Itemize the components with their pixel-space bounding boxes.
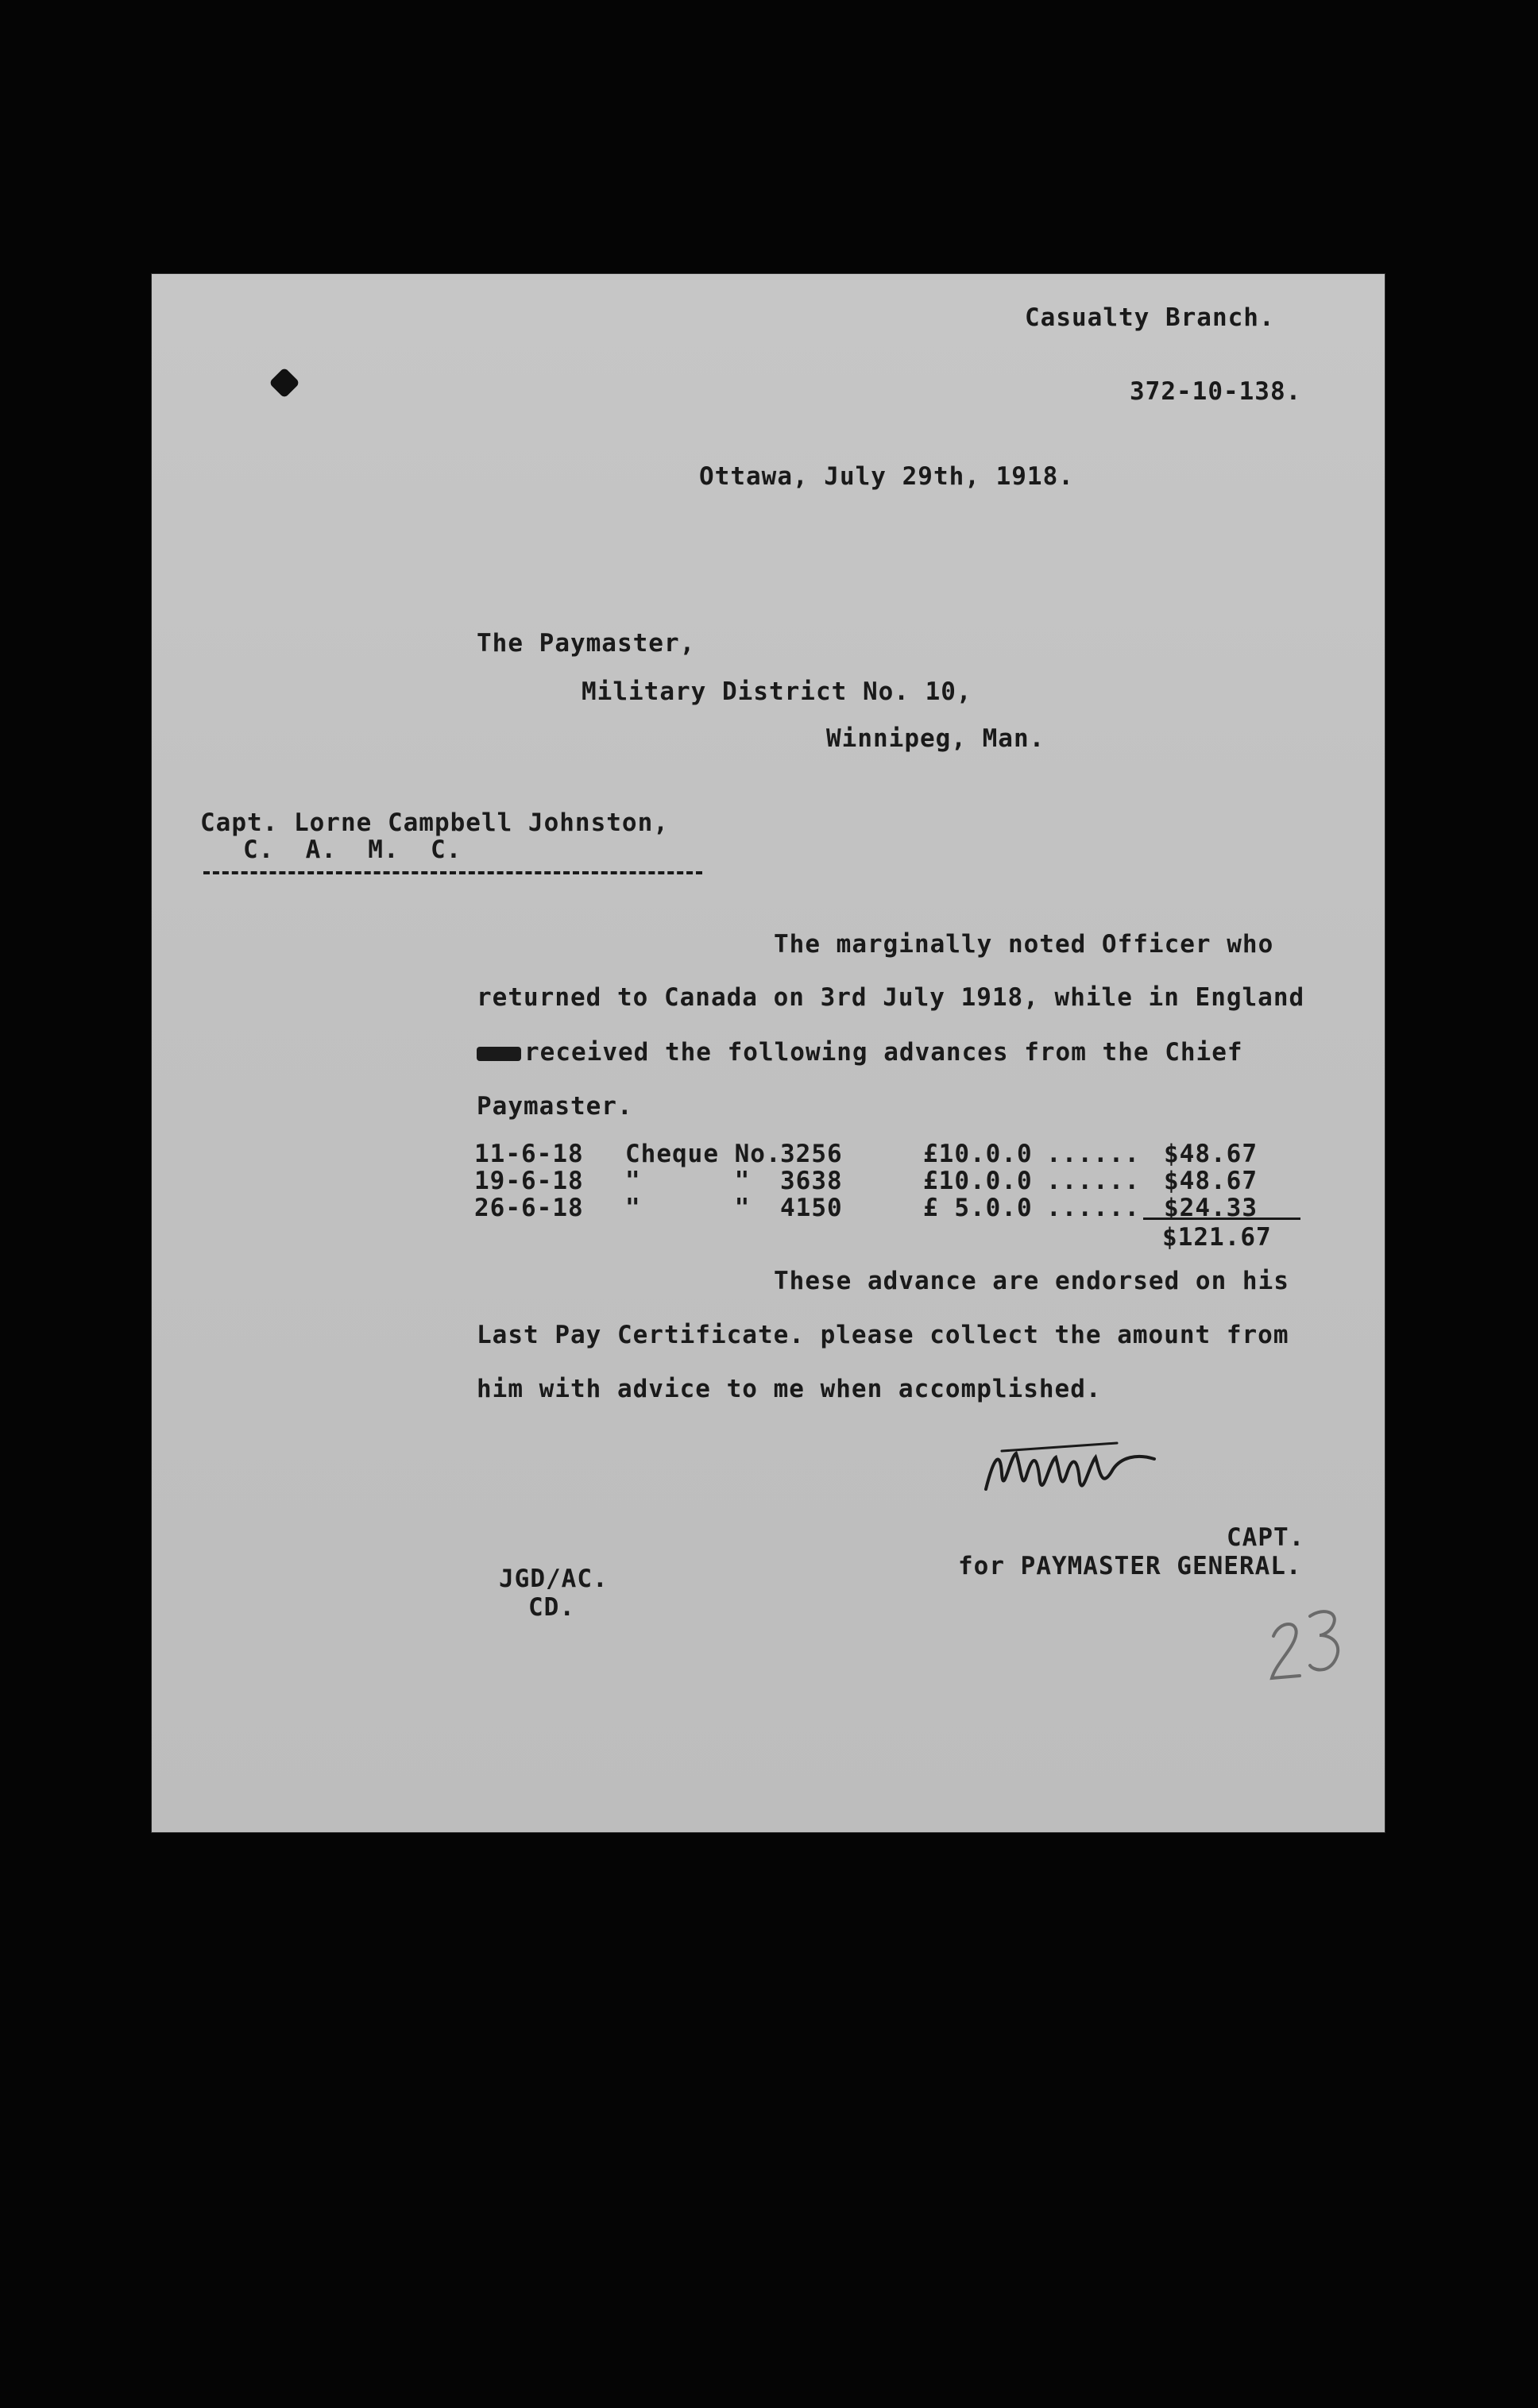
file-number: 372-10-138. bbox=[1130, 377, 1302, 406]
officer-unit: C. A. M. C. bbox=[243, 835, 462, 864]
total-rule bbox=[1143, 1218, 1300, 1220]
advance-date: 26-6-18 bbox=[474, 1194, 584, 1222]
table-row bbox=[474, 1140, 1308, 1167]
leader-dots: ...... bbox=[1046, 1167, 1140, 1195]
body-paragraph-1-line-3: received the following advances from the Chief bbox=[477, 1038, 1243, 1067]
body-paragraph-1-line-4: Paymaster. bbox=[477, 1092, 633, 1121]
punch-hole-mark bbox=[269, 367, 300, 399]
margin-note-underline bbox=[203, 871, 702, 874]
advances-table bbox=[474, 1140, 1308, 1221]
pencil-folio-number bbox=[1264, 1600, 1351, 1688]
addressee-line-2: Military District No. 10, bbox=[582, 677, 972, 706]
sterling-amount: £ 5.0.0 bbox=[923, 1194, 1033, 1222]
signatory-title: for PAYMASTER GENERAL. bbox=[958, 1552, 1302, 1580]
reference-initials-1: JGD/AC. bbox=[499, 1565, 609, 1593]
handwritten-signature bbox=[978, 1426, 1161, 1513]
signatory-rank: CAPT. bbox=[1227, 1523, 1305, 1552]
body-paragraph-2-line-1: These advance are endorsed on his bbox=[774, 1267, 1289, 1295]
letter-page bbox=[152, 274, 1385, 1832]
place-and-date: Ottawa, July 29th, 1918. bbox=[699, 462, 1074, 491]
table-row bbox=[474, 1194, 1308, 1221]
sterling-amount: £10.0.0 bbox=[923, 1140, 1033, 1168]
sterling-amount: £10.0.0 bbox=[923, 1167, 1033, 1195]
total-amount: $121.67 bbox=[1162, 1223, 1272, 1252]
cheque-number: 3638 bbox=[780, 1167, 843, 1195]
dollar-amount: $48.67 bbox=[1164, 1167, 1258, 1195]
advance-kind: " " bbox=[625, 1194, 751, 1222]
advance-date: 19-6-18 bbox=[474, 1167, 584, 1195]
branch-heading: Casualty Branch. bbox=[1025, 303, 1275, 332]
addressee-line-3: Winnipeg, Man. bbox=[826, 724, 1045, 753]
cheque-number: 4150 bbox=[780, 1194, 843, 1222]
cheque-number: 3256 bbox=[780, 1140, 843, 1168]
body-paragraph-2-line-3: him with advice to me when accomplished. bbox=[477, 1375, 1102, 1403]
advance-kind: " " bbox=[625, 1167, 751, 1195]
reference-initials-2: CD. bbox=[528, 1593, 575, 1622]
dollar-amount: $24.33 bbox=[1164, 1194, 1258, 1222]
advance-date: 11-6-18 bbox=[474, 1140, 584, 1168]
body-paragraph-1-line-1: The marginally noted Officer who bbox=[774, 930, 1274, 959]
dollar-amount: $48.67 bbox=[1164, 1140, 1258, 1168]
advance-kind: Cheque No. bbox=[625, 1140, 782, 1168]
leader-dots: ...... bbox=[1046, 1140, 1140, 1168]
body-paragraph-1-line-2: returned to Canada on 3rd July 1918, while in England bbox=[477, 983, 1305, 1012]
body-paragraph-2-line-2: Last Pay Certificate. please collect the amount from bbox=[477, 1321, 1289, 1349]
leader-dots: ...... bbox=[1046, 1194, 1140, 1222]
addressee-line-1: The Paymaster, bbox=[477, 629, 696, 658]
officer-name: Capt. Lorne Campbell Johnston, bbox=[200, 808, 669, 837]
table-row bbox=[474, 1167, 1308, 1194]
